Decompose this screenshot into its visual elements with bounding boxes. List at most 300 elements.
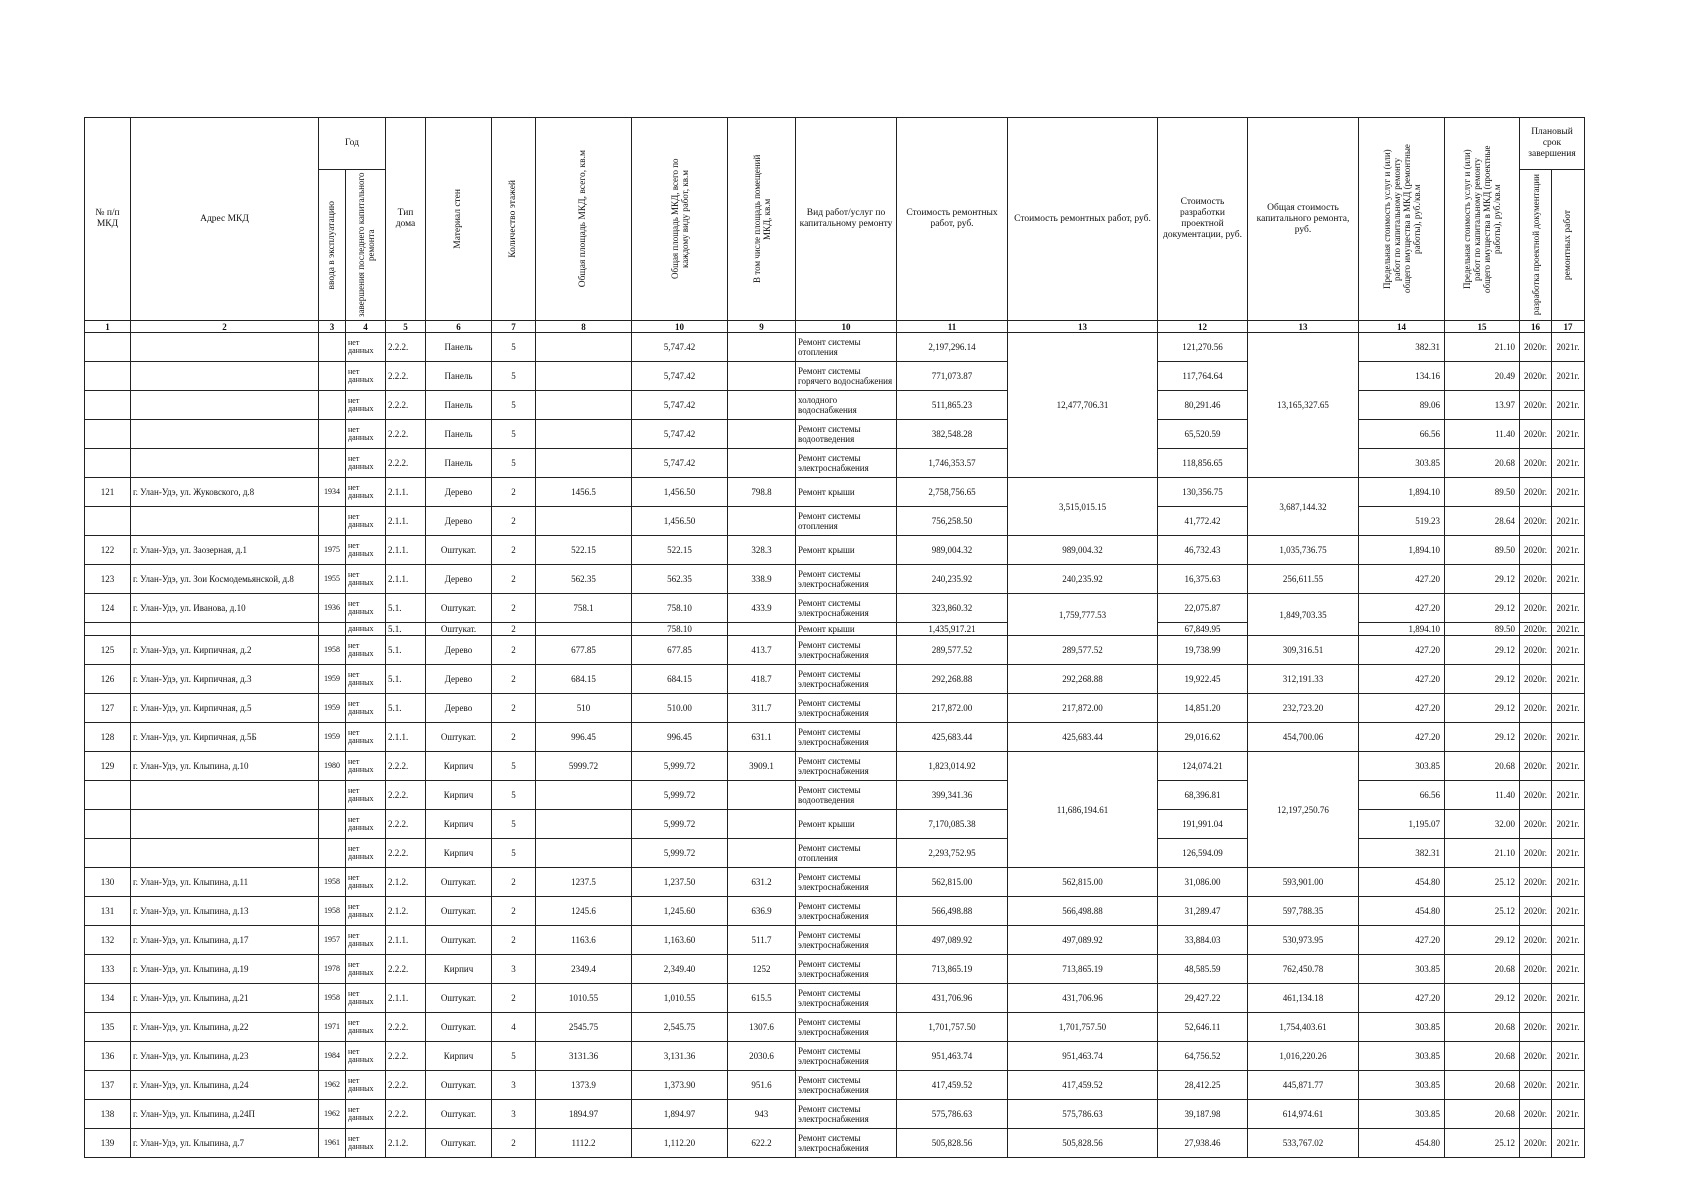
cell-deadline-design: 2020г. [1520,752,1552,781]
cell-total-cost: 593,901.00 [1248,868,1359,897]
cell-floors: 2 [492,723,536,752]
cell-max-cost-design: 32.00 [1445,810,1520,839]
cell-deadline-design: 2020г. [1520,594,1552,623]
cell-deadline-repair: 2021г. [1552,839,1585,868]
cell-address: г. Улан-Удэ, ул. Клыпина, д.22 [131,1013,319,1042]
cell-design-cost: 31,289.47 [1158,897,1248,926]
table-row [85,781,1585,810]
cell-deadline-design: 2020г. [1520,623,1552,636]
cell-work-type: Ремонт крыши [796,623,897,636]
cell-max-cost-design: 25.12 [1445,868,1520,897]
cell-max-cost-design: 20.68 [1445,955,1520,984]
cell-year-commission: 1980 [319,752,346,781]
cell-wall-material: Панель [426,333,492,362]
cell-year-last-repair: нет данных [346,926,386,955]
cell-row-number: 135 [85,1013,131,1042]
cell-address: г. Улан-Удэ, ул. Клыпина, д.17 [131,926,319,955]
cell-address: г. Улан-Удэ, ул. Клыпина, д.24П [131,1100,319,1129]
cell-deadline-repair: 2021г. [1552,1100,1585,1129]
cell-area-per-work: 996.45 [632,723,728,752]
cell-floors: 2 [492,1129,536,1158]
col-number: 4 [346,321,386,333]
cell-deadline-design: 2020г. [1520,897,1552,926]
header-address: Адрес МКД [131,118,319,321]
cell-design-cost: 68,396.81 [1158,781,1248,810]
cell-row-number: 138 [85,1100,131,1129]
cell-row-number: 127 [85,694,131,723]
cell-wall-material: Кирпич [426,839,492,868]
table-row [85,391,1585,420]
cell-repair-cost: 2,758,756.65 [897,478,1008,507]
cell-design-cost: 48,585.59 [1158,955,1248,984]
cell-year-last-repair: нет данных [346,449,386,478]
cell-total-cost: 445,871.77 [1248,1071,1359,1100]
cell-year-last-repair: нет данных [346,391,386,420]
cell-total-area [536,781,632,810]
cell-area-per-work: 1,237.50 [632,868,728,897]
cell-deadline-design: 2020г. [1520,362,1552,391]
cell-total-area [536,810,632,839]
cell-area-premises: 2030.6 [728,1042,796,1071]
cell-area-premises: 622.2 [728,1129,796,1158]
cell-work-type: Ремонт системы электроснабжения [796,1071,897,1100]
table-row [85,636,1585,665]
cell-total-cost: 762,450.78 [1248,955,1359,984]
cell-row-number [85,362,131,391]
repair-table [84,117,1585,1158]
cell-total-cost: 454,700.06 [1248,723,1359,752]
cell-repair-cost-total: 566,498.88 [1008,897,1158,926]
cell-max-cost-design: 13.97 [1445,391,1520,420]
cell-deadline-repair: 2021г. [1552,362,1585,391]
cell-max-cost-design: 20.68 [1445,752,1520,781]
cell-design-cost: 52,646.11 [1158,1013,1248,1042]
cell-wall-material: Оштукат. [426,1100,492,1129]
cell-area-premises [728,507,796,536]
cell-area-premises: 338.9 [728,565,796,594]
cell-area-per-work: 5,747.42 [632,333,728,362]
cell-work-type: Ремонт системы водоотведения [796,420,897,449]
cell-max-cost-repair: 382.31 [1359,839,1445,868]
cell-repair-cost-total: 217,872.00 [1008,694,1158,723]
cell-repair-cost-total: 417,459.52 [1008,1071,1158,1100]
cell-floors: 3 [492,955,536,984]
cell-house-type: 2.1.1. [386,926,426,955]
cell-area-premises [728,420,796,449]
table-body [85,333,1585,1158]
cell-repair-cost: 382,548.28 [897,420,1008,449]
table-row [85,897,1585,926]
cell-area-per-work: 5,747.42 [632,362,728,391]
cell-max-cost-design: 89.50 [1445,536,1520,565]
cell-work-type: Ремонт системы электроснабжения [796,1042,897,1071]
header-floors: Количество этажей [492,118,536,321]
cell-work-type: холодного водоснабжения [796,391,897,420]
cell-wall-material: Оштукат. [426,984,492,1013]
cell-repair-cost: 7,170,085.38 [897,810,1008,839]
cell-total-cost: 597,788.35 [1248,897,1359,926]
cell-max-cost-repair: 427.20 [1359,926,1445,955]
cell-address: г. Улан-Удэ, ул. Зои Космодемьянской, д.8 [131,565,319,594]
cell-repair-cost-total: 292,268.88 [1008,665,1158,694]
header-design-cost: Стоимость разработки проектной документации, руб. [1158,118,1248,321]
cell-deadline-repair: 2021г. [1552,449,1585,478]
cell-repair-cost: 431,706.96 [897,984,1008,1013]
cell-year-commission: 1984 [319,1042,346,1071]
cell-wall-material: Панель [426,391,492,420]
cell-floors: 2 [492,478,536,507]
cell-work-type: Ремонт системы электроснабжения [796,636,897,665]
cell-year-commission: 1958 [319,897,346,926]
table-row [85,623,1585,636]
cell-repair-cost: 289,577.52 [897,636,1008,665]
cell-deadline-design: 2020г. [1520,723,1552,752]
cell-max-cost-repair: 454.80 [1359,868,1445,897]
cell-year-last-repair: нет данных [346,636,386,665]
cell-area-per-work: 5,999.72 [632,752,728,781]
header-deadline-design: разработка проектной документации [1520,170,1552,321]
cell-floors: 2 [492,926,536,955]
cell-repair-cost: 713,865.19 [897,955,1008,984]
cell-row-number: 132 [85,926,131,955]
cell-repair-cost-total: 575,786.63 [1008,1100,1158,1129]
cell-design-cost: 28,412.25 [1158,1071,1248,1100]
header-wall-material: Материал стен [426,118,492,321]
cell-floors: 4 [492,1013,536,1042]
cell-house-type: 2.2.2. [386,449,426,478]
cell-row-number: 121 [85,478,131,507]
cell-repair-cost-total: 1,701,757.50 [1008,1013,1158,1042]
cell-year-last-repair: нет данных [346,478,386,507]
cell-address [131,449,319,478]
cell-total-area: 684.15 [536,665,632,694]
cell-max-cost-design: 29.12 [1445,565,1520,594]
cell-wall-material: Дерево [426,665,492,694]
cell-repair-cost-total: 425,683.44 [1008,723,1158,752]
cell-total-area: 5999.72 [536,752,632,781]
cell-design-cost: 191,991.04 [1158,810,1248,839]
cell-floors: 5 [492,333,536,362]
cell-total-cost: 3,687,144.32 [1248,478,1359,536]
cell-deadline-repair: 2021г. [1552,665,1585,694]
cell-area-per-work: 684.15 [632,665,728,694]
cell-year-commission [319,449,346,478]
cell-house-type: 2.1.2. [386,868,426,897]
cell-year-commission: 1978 [319,955,346,984]
cell-total-area: 1010.55 [536,984,632,1013]
cell-total-cost: 533,767.02 [1248,1129,1359,1158]
cell-house-type: 5.1. [386,623,426,636]
cell-house-type: 2.2.2. [386,781,426,810]
header-area-premises: В том числе площадь помещений МКД, кв.м [728,118,796,321]
cell-max-cost-repair: 1,894.10 [1359,478,1445,507]
cell-year-last-repair: нет данных [346,752,386,781]
cell-year-commission: 1958 [319,636,346,665]
cell-address [131,333,319,362]
cell-design-cost: 19,738.99 [1158,636,1248,665]
cell-year-last-repair: нет данных [346,565,386,594]
cell-total-area: 1163.6 [536,926,632,955]
header-year-commission: ввода в эксплуатацию [319,170,346,321]
cell-deadline-repair: 2021г. [1552,1129,1585,1158]
cell-repair-cost: 497,089.92 [897,926,1008,955]
cell-row-number: 137 [85,1071,131,1100]
table-row [85,955,1585,984]
cell-row-number [85,781,131,810]
cell-house-type: 2.1.2. [386,897,426,926]
col-number: 17 [1552,321,1585,333]
table-row [85,1129,1585,1158]
header-repair-cost-total: Стоимость ремонтных работ, руб. [1008,118,1158,321]
cell-deadline-repair: 2021г. [1552,333,1585,362]
cell-year-commission: 1959 [319,694,346,723]
cell-deadline-repair: 2021г. [1552,1042,1585,1071]
cell-work-type: Ремонт системы горячего водоснабжения [796,362,897,391]
cell-deadline-repair: 2021г. [1552,694,1585,723]
header-max-cost-design: Предельная стоимость услуг и (или) работ по капитальному ремонту общего имущества в МКД (проектные работы), руб./кв.м [1445,118,1520,321]
col-number: 12 [1158,321,1248,333]
cell-total-area: 758.1 [536,594,632,623]
cell-address [131,623,319,636]
cell-year-last-repair: нет данных [346,955,386,984]
cell-total-cost: 1,035,736.75 [1248,536,1359,565]
cell-row-number [85,810,131,839]
table-row [85,723,1585,752]
header-year-group: Год [319,118,386,170]
cell-area-per-work: 522.15 [632,536,728,565]
cell-max-cost-design: 28.64 [1445,507,1520,536]
cell-house-type: 2.2.2. [386,1100,426,1129]
cell-house-type: 2.2.2. [386,810,426,839]
col-number: 14 [1359,321,1445,333]
cell-max-cost-repair: 427.20 [1359,665,1445,694]
table-row [85,449,1585,478]
table-row [85,694,1585,723]
cell-area-per-work: 510.00 [632,694,728,723]
cell-total-area: 1373.9 [536,1071,632,1100]
cell-deadline-design: 2020г. [1520,868,1552,897]
header-max-cost-repair: Предельная стоимость услуг и (или) работ по капитальному ремонту общего имущества в МКД (ремонтные работы), руб./кв.м [1359,118,1445,321]
cell-address [131,781,319,810]
col-number: 11 [897,321,1008,333]
cell-wall-material: Дерево [426,636,492,665]
cell-deadline-design: 2020г. [1520,1129,1552,1158]
cell-repair-cost: 1,823,014.92 [897,752,1008,781]
cell-floors: 2 [492,507,536,536]
cell-area-per-work: 1,373.90 [632,1071,728,1100]
cell-design-cost: 117,764.64 [1158,362,1248,391]
cell-deadline-repair: 2021г. [1552,1071,1585,1100]
cell-total-area: 2349.4 [536,955,632,984]
cell-deadline-design: 2020г. [1520,1042,1552,1071]
cell-total-area [536,362,632,391]
cell-max-cost-design: 20.68 [1445,449,1520,478]
cell-area-per-work: 562.35 [632,565,728,594]
cell-address: г. Улан-Удэ, ул. Жуковского, д.8 [131,478,319,507]
cell-year-last-repair: нет данных [346,1013,386,1042]
cell-house-type: 2.1.1. [386,478,426,507]
cell-design-cost: 80,291.46 [1158,391,1248,420]
cell-floors: 5 [492,1042,536,1071]
cell-wall-material: Кирпич [426,752,492,781]
header-area-per-work: Общая площадь МКД, всего по каждому виду работ, кв.м [632,118,728,321]
cell-design-cost: 29,016.62 [1158,723,1248,752]
cell-floors: 5 [492,752,536,781]
cell-total-cost: 309,316.51 [1248,636,1359,665]
cell-total-area [536,449,632,478]
cell-year-last-repair: нет данных [346,781,386,810]
cell-address: г. Улан-Удэ, ул. Кирпичная, д.5Б [131,723,319,752]
cell-row-number: 122 [85,536,131,565]
cell-repair-cost: 2,197,296.14 [897,333,1008,362]
cell-total-cost: 1,849,703.35 [1248,594,1359,636]
cell-work-type: Ремонт системы водоотведения [796,781,897,810]
header-num: № п/п МКД [85,118,131,321]
cell-floors: 3 [492,1071,536,1100]
cell-deadline-repair: 2021г. [1552,565,1585,594]
cell-area-premises: 615.5 [728,984,796,1013]
cell-repair-cost: 217,872.00 [897,694,1008,723]
cell-max-cost-repair: 382.31 [1359,333,1445,362]
cell-work-type: Ремонт системы электроснабжения [796,449,897,478]
cell-total-cost: 13,165,327.65 [1248,333,1359,478]
table-row [85,507,1585,536]
cell-repair-cost-total: 1,759,777.53 [1008,594,1158,636]
cell-total-cost: 530,973.95 [1248,926,1359,955]
cell-design-cost: 16,375.63 [1158,565,1248,594]
cell-wall-material: Оштукат. [426,1071,492,1100]
cell-year-last-repair: нет данных [346,1071,386,1100]
cell-wall-material: Оштукат. [426,868,492,897]
cell-deadline-repair: 2021г. [1552,636,1585,665]
cell-max-cost-design: 29.12 [1445,926,1520,955]
cell-house-type: 2.2.2. [386,420,426,449]
cell-floors: 5 [492,810,536,839]
cell-address: г. Улан-Удэ, ул. Клыпина, д.11 [131,868,319,897]
cell-design-cost: 22,075.87 [1158,594,1248,623]
cell-deadline-design: 2020г. [1520,333,1552,362]
cell-floors: 2 [492,897,536,926]
table-row [85,420,1585,449]
cell-floors: 2 [492,636,536,665]
cell-year-commission: 1958 [319,984,346,1013]
cell-design-cost: 31,086.00 [1158,868,1248,897]
table-row [85,333,1585,362]
cell-row-number: 134 [85,984,131,1013]
cell-deadline-repair: 2021г. [1552,955,1585,984]
cell-repair-cost-total: 713,865.19 [1008,955,1158,984]
cell-wall-material: Оштукат. [426,723,492,752]
cell-house-type: 2.1.1. [386,507,426,536]
cell-year-commission [319,507,346,536]
cell-total-cost: 1,016,220.26 [1248,1042,1359,1071]
cell-deadline-design: 2020г. [1520,955,1552,984]
cell-wall-material: Дерево [426,507,492,536]
cell-area-premises: 511.7 [728,926,796,955]
cell-max-cost-repair: 519.23 [1359,507,1445,536]
cell-wall-material: Кирпич [426,781,492,810]
cell-year-last-repair: данных [346,623,386,636]
cell-year-commission: 1936 [319,594,346,623]
cell-house-type: 5.1. [386,594,426,623]
cell-max-cost-design: 89.50 [1445,478,1520,507]
cell-work-type: Ремонт системы электроснабжения [796,868,897,897]
cell-work-type: Ремонт системы электроснабжения [796,926,897,955]
cell-repair-cost: 771,073.87 [897,362,1008,391]
cell-year-commission [319,810,346,839]
cell-max-cost-design: 20.68 [1445,1071,1520,1100]
cell-repair-cost: 2,293,752.95 [897,839,1008,868]
cell-address: г. Улан-Удэ, ул. Кирпичная, д.3 [131,665,319,694]
cell-total-area: 677.85 [536,636,632,665]
cell-year-last-repair: нет данных [346,665,386,694]
cell-total-area [536,839,632,868]
cell-total-area: 1237.5 [536,868,632,897]
header-work-type: Вид работ/услуг по капитальному ремонту [796,118,897,321]
cell-max-cost-repair: 303.85 [1359,1013,1445,1042]
cell-year-commission: 1959 [319,723,346,752]
cell-year-commission: 1934 [319,478,346,507]
cell-work-type: Ремонт системы электроснабжения [796,955,897,984]
cell-deadline-design: 2020г. [1520,665,1552,694]
cell-deadline-design: 2020г. [1520,810,1552,839]
cell-area-premises: 3909.1 [728,752,796,781]
cell-row-number: 126 [85,665,131,694]
cell-total-cost: 12,197,250.76 [1248,752,1359,868]
cell-work-type: Ремонт системы электроснабжения [796,1013,897,1042]
cell-row-number [85,449,131,478]
cell-house-type: 2.1.1. [386,723,426,752]
cell-design-cost: 67,849.95 [1158,623,1248,636]
col-number: 5 [386,321,426,333]
cell-area-premises [728,623,796,636]
cell-wall-material: Оштукат. [426,926,492,955]
cell-floors: 5 [492,781,536,810]
cell-max-cost-design: 29.12 [1445,636,1520,665]
cell-year-commission: 1955 [319,565,346,594]
cell-year-commission: 1962 [319,1100,346,1129]
cell-max-cost-design: 29.12 [1445,665,1520,694]
cell-repair-cost: 511,865.23 [897,391,1008,420]
cell-row-number: 136 [85,1042,131,1071]
cell-year-commission [319,839,346,868]
cell-area-per-work: 1,894.97 [632,1100,728,1129]
cell-design-cost: 39,187.98 [1158,1100,1248,1129]
cell-design-cost: 41,772.42 [1158,507,1248,536]
cell-max-cost-repair: 303.85 [1359,1071,1445,1100]
cell-area-premises [728,810,796,839]
cell-total-area [536,507,632,536]
cell-year-commission [319,420,346,449]
cell-max-cost-repair: 454.80 [1359,1129,1445,1158]
cell-wall-material: Кирпич [426,955,492,984]
cell-year-commission: 1961 [319,1129,346,1158]
cell-deadline-repair: 2021г. [1552,984,1585,1013]
cell-deadline-repair: 2021г. [1552,1013,1585,1042]
cell-address: г. Улан-Удэ, ул. Клыпина, д.19 [131,955,319,984]
cell-repair-cost-total: 562,815.00 [1008,868,1158,897]
cell-year-last-repair: нет данных [346,1129,386,1158]
cell-work-type: Ремонт крыши [796,810,897,839]
cell-house-type: 2.2.2. [386,391,426,420]
cell-address: г. Улан-Удэ, ул. Клыпина, д.23 [131,1042,319,1071]
cell-work-type: Ремонт системы электроснабжения [796,1100,897,1129]
cell-year-last-repair: нет данных [346,362,386,391]
cell-floors: 2 [492,868,536,897]
cell-total-area [536,420,632,449]
cell-deadline-repair: 2021г. [1552,391,1585,420]
cell-deadline-design: 2020г. [1520,694,1552,723]
